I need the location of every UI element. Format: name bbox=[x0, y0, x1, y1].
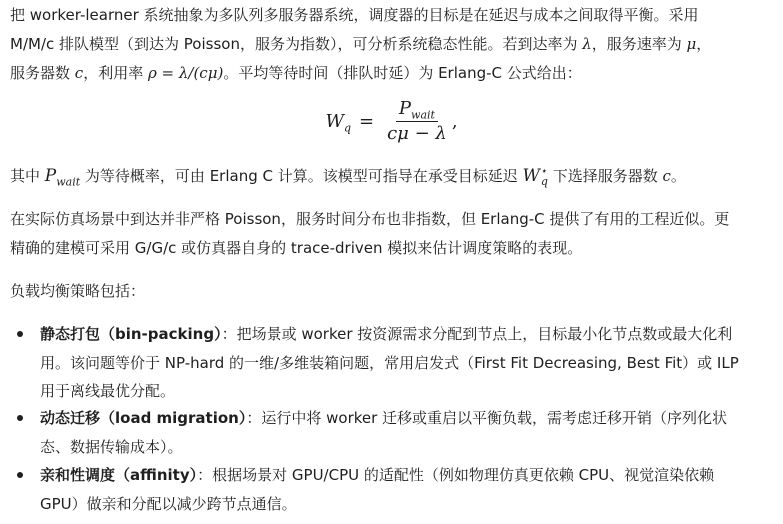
para3-line2: 精确的建模可采用 G/G/c 或仿真器自身的 trace-driven 模拟来估计调度策略的表现。 bbox=[10, 239, 583, 257]
para2-text: 下选择服务器数 bbox=[547, 167, 663, 185]
formula-equals: = bbox=[359, 110, 375, 132]
para2-line bbox=[10, 164, 686, 188]
para1-text: ，利用率 bbox=[83, 64, 148, 82]
para2-text: 为等待概率，可由 Erlang C 计算。该模型可指导在承受目标延迟 bbox=[80, 167, 523, 185]
bullet-bin-packing-line2: 用。该问题等价于 NP-hard 的一维/多维装箱问题，常用启发式（First Fit Decreasing, Best Fit）或 ILP bbox=[40, 354, 739, 372]
bullet-migration-line2: 态、数据传输成本）。 bbox=[40, 438, 183, 456]
strategies-intro: 负载均衡策略包括： bbox=[10, 282, 146, 300]
para1-text: M/M/c 排队模型（到达为 Poisson，服务为指数），可分析系统稳态性能。若到达率为 bbox=[10, 35, 583, 53]
target-latency-symbol: $W^⋆_q$ bbox=[522, 164, 548, 189]
bullet-title: 静态打包（bin-packing） bbox=[40, 325, 222, 343]
c-symbol: c bbox=[662, 167, 671, 185]
para1-text: ，服务速率为 bbox=[591, 35, 687, 53]
mu-symbol: μ bbox=[686, 35, 697, 53]
erlang-c-formula bbox=[0, 96, 783, 146]
para3-line1: 在实际仿真场景中到达并非严格 Poisson，服务时间分布也非指数，但 Erlang-C 提供了有用的工程近似。更 bbox=[10, 210, 730, 228]
bullet-dot bbox=[17, 331, 23, 337]
para2-text: 其中 bbox=[10, 167, 45, 185]
para1-text: 服务器数 bbox=[10, 64, 75, 82]
formula-lhs: $W_q$ bbox=[325, 110, 351, 135]
para1-line3 bbox=[10, 61, 582, 85]
bullet-affinity-line1: 亲和性调度（affinity）：根据场景对 GPU/CPU 的适配性（例如物理仿真更依赖 CPU、视觉渲染依赖 bbox=[40, 466, 715, 484]
formula-fraction bbox=[384, 98, 450, 145]
bullet-dot bbox=[17, 415, 23, 421]
bullet-bin-packing-line1: 静态打包（bin-packing）：把场景或 worker 按资源需求分配到节点上，目标最小化节点数或最大化利 bbox=[40, 325, 733, 343]
para1-text: 。平均等待时间（排队时延）为 Erlang-C 公式给出： bbox=[223, 64, 582, 82]
bullet-affinity-line2: GPU）做亲和分配以减少跨节点通信。 bbox=[40, 495, 297, 513]
formula-numerator: $P_{wait}$ bbox=[396, 98, 438, 122]
para1-line2 bbox=[10, 32, 711, 56]
formula-comma: , bbox=[451, 110, 458, 132]
bullet-dot bbox=[17, 472, 23, 478]
utilization-formula: ρ = λ/(cμ) bbox=[147, 64, 224, 82]
para1-line1: 把 worker-learner 系统抽象为多队列多服务器系统，调度器的目标是在延迟与成本之间取得平衡。采用 bbox=[10, 6, 699, 24]
formula-denominator: cμ − λ bbox=[387, 122, 447, 144]
bullet-title: 动态迁移（load migration） bbox=[40, 409, 247, 427]
p-wait-symbol: $P_{wait}$ bbox=[44, 166, 81, 189]
bullet-migration-line1: 动态迁移（load migration）：运行中将 worker 迁移或重启以平衡负载，需考虑迁移开销（序列化状 bbox=[40, 409, 728, 427]
lambda-symbol: λ bbox=[582, 35, 592, 53]
bullet-title: 亲和性调度（affinity） bbox=[40, 466, 198, 484]
para2-text: 。 bbox=[670, 167, 686, 185]
c-symbol: c bbox=[74, 64, 84, 82]
bullet-bin-packing-line3: 用于离线最优分配。 bbox=[40, 382, 176, 400]
para1-text: ， bbox=[696, 35, 712, 53]
